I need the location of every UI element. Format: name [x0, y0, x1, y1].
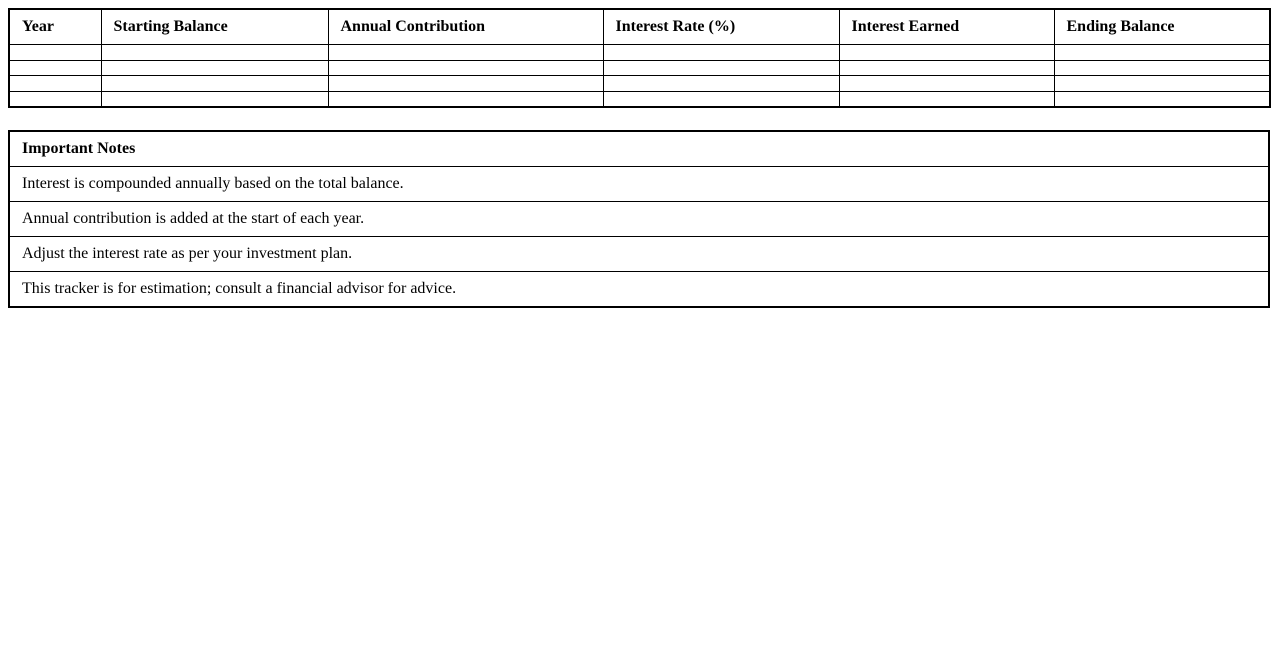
- cell-interest-earned: [839, 60, 1054, 76]
- cell-interest-rate: [603, 76, 839, 92]
- note-item: This tracker is for estimation; consult a financial advisor for advice.: [9, 271, 1269, 307]
- notes-header-row: [9, 131, 1269, 167]
- note-item: Annual contribution is added at the start of each year.: [9, 201, 1269, 236]
- cell-annual-contribution: [328, 76, 603, 92]
- notes-title: Important Notes: [9, 131, 1269, 167]
- tracker-empty-row: [9, 45, 1270, 61]
- column-header-annual-contribution: Annual Contribution: [328, 9, 603, 45]
- cell-starting-balance: [101, 76, 328, 92]
- document-page: [0, 0, 1278, 316]
- note-row: [9, 271, 1269, 307]
- cell-year: [9, 45, 101, 61]
- cell-year: [9, 60, 101, 76]
- note-item: Adjust the interest rate as per your investment plan.: [9, 236, 1269, 271]
- column-header-year: Year: [9, 9, 101, 45]
- column-header-ending-balance: Ending Balance: [1054, 9, 1270, 45]
- cell-annual-contribution: [328, 60, 603, 76]
- cell-starting-balance: [101, 91, 328, 107]
- cell-interest-rate: [603, 45, 839, 61]
- tracker-empty-row: [9, 60, 1270, 76]
- cell-annual-contribution: [328, 45, 603, 61]
- investment-tracker-table: [8, 8, 1271, 108]
- cell-year: [9, 76, 101, 92]
- column-header-interest-earned: Interest Earned: [839, 9, 1054, 45]
- cell-interest-rate: [603, 91, 839, 107]
- cell-starting-balance: [101, 60, 328, 76]
- cell-ending-balance: [1054, 60, 1270, 76]
- note-row: [9, 166, 1269, 201]
- important-notes-table: [8, 130, 1270, 308]
- cell-annual-contribution: [328, 91, 603, 107]
- cell-interest-rate: [603, 60, 839, 76]
- cell-ending-balance: [1054, 45, 1270, 61]
- column-header-starting-balance: Starting Balance: [101, 9, 328, 45]
- cell-ending-balance: [1054, 91, 1270, 107]
- cell-starting-balance: [101, 45, 328, 61]
- tracker-header-row: [9, 9, 1270, 45]
- tracker-empty-row: [9, 91, 1270, 107]
- note-item: Interest is compounded annually based on the total balance.: [9, 166, 1269, 201]
- cell-interest-earned: [839, 91, 1054, 107]
- cell-year: [9, 91, 101, 107]
- note-row: [9, 201, 1269, 236]
- cell-interest-earned: [839, 45, 1054, 61]
- note-row: [9, 236, 1269, 271]
- cell-ending-balance: [1054, 76, 1270, 92]
- cell-interest-earned: [839, 76, 1054, 92]
- column-header-interest-rate: Interest Rate (%): [603, 9, 839, 45]
- tracker-empty-row: [9, 76, 1270, 92]
